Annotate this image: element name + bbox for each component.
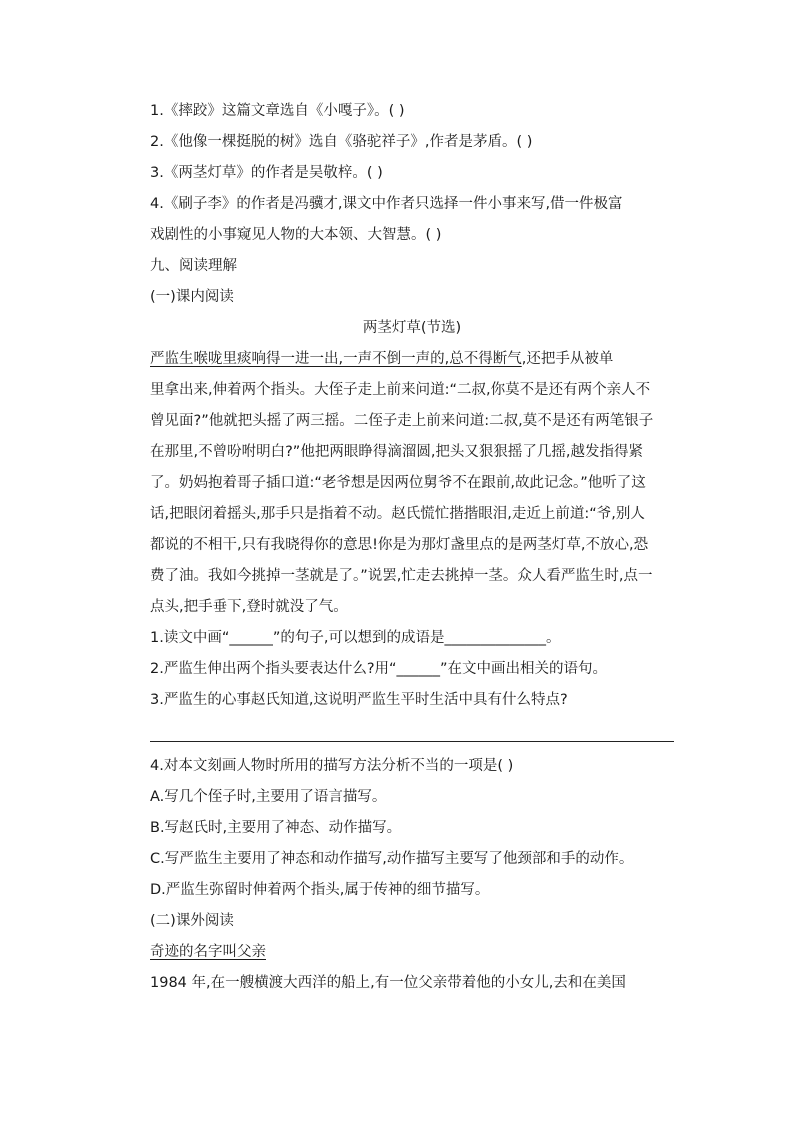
- passage-line-3: 曾见面?”他就把头摇了两三摇。二侄子走上前来问道:二叔,莫不是还有两笔银子: [150, 413, 654, 429]
- part1-heading: (一)课内阅读: [150, 289, 234, 305]
- passage-line-7: 都说的不相干,只有我晓得你的意思!你是为那灯盏里点的是两茎灯草,不放心,恐: [150, 537, 649, 553]
- answer-line[interactable]: [150, 741, 674, 742]
- part2-heading: (二)课外阅读: [150, 913, 234, 929]
- passage-line-2: 里拿出来,伸着两个指头。大侄子走上前来问道:“二叔,你莫不是还有两个亲人不: [150, 382, 651, 398]
- part2-title-text: 奇迹的名字叫父亲: [150, 944, 266, 960]
- judge-q3: 3.《两茎灯草》的作者是吴敬梓。( ): [150, 165, 383, 181]
- question-4: 4.对本文刻画人物时所用的描写方法分析不当的一项是( ): [150, 758, 514, 774]
- passage-line-1: [150, 349, 674, 369]
- section-heading: 九、阅读理解: [150, 258, 237, 274]
- option-a: A.写几个侄子时,主要用了语言描写。: [150, 789, 387, 805]
- option-c: C.写严监生主要用了神态和动作描写,动作描写主要写了他颈部和手的动作。: [150, 851, 634, 867]
- judge-q4-line2: 戏剧性的小事窥见人物的大本领、大智慧。( ): [150, 227, 442, 243]
- judge-q4-line1: 4.《刷子李》的作者是冯骥才,课文中作者只选择一件小事来写,借一件极富: [150, 196, 623, 212]
- passage-title: 两茎灯草(节选): [362, 320, 462, 336]
- question-1: 1.读文中画“______”的句子,可以想到的成语是______________。: [150, 630, 561, 646]
- question-3: 3.严监生的心事赵氏知道,这说明严监生平时生活中具有什么特点?: [150, 692, 568, 708]
- question-2: 2.严监生伸出两个指头要表达什么?用“______”在文中画出相关的语句。: [150, 661, 608, 677]
- option-b: B.写赵氏时,主要用了神态、动作描写。: [150, 820, 402, 836]
- underlined-sentence: 严监生喉咙里痰响得一进一出,一声不倒一声的,总不得断气: [150, 351, 522, 367]
- option-d: D.严监生弥留时伸着两个指头,属于传神的细节描写。: [150, 882, 490, 898]
- part2-title: [150, 942, 674, 962]
- part2-first-line: 1984 年,在一艘横渡大西洋的船上,有一位父亲带着他的小女儿,去和在美国: [150, 975, 626, 991]
- passage-line-8: 费了油。我如今挑掉一茎就是了。”说罢,忙走去挑掉一茎。众人看严监生时,点一: [150, 568, 653, 584]
- passage-line-5: 了。奶妈抱着哥子插口道:“老爷想是因两位舅爷不在跟前,故此记念。”他听了这: [150, 475, 646, 491]
- passage-line-6: 话,把眼闭着摇头,那手只是指着不动。赵氏慌忙揩揩眼泪,走近上前道:“爷,别人: [150, 506, 645, 522]
- passage-line-4: 在那里,不曾吩咐明白?”他把两眼睁得滴溜圆,把头又狠狠摇了几摇,越发指得紧: [150, 444, 644, 460]
- passage-line-1-rest: ,还把手从被单: [521, 351, 614, 367]
- passage-line-9: 点头,把手垂下,登时就没了气。: [150, 599, 348, 615]
- judge-q2: 2.《他像一棵挺脱的树》选自《骆驼祥子》,作者是茅盾。( ): [150, 134, 533, 150]
- judge-q1: 1.《摔跤》这篇文章选自《小嘎子》。( ): [150, 103, 405, 119]
